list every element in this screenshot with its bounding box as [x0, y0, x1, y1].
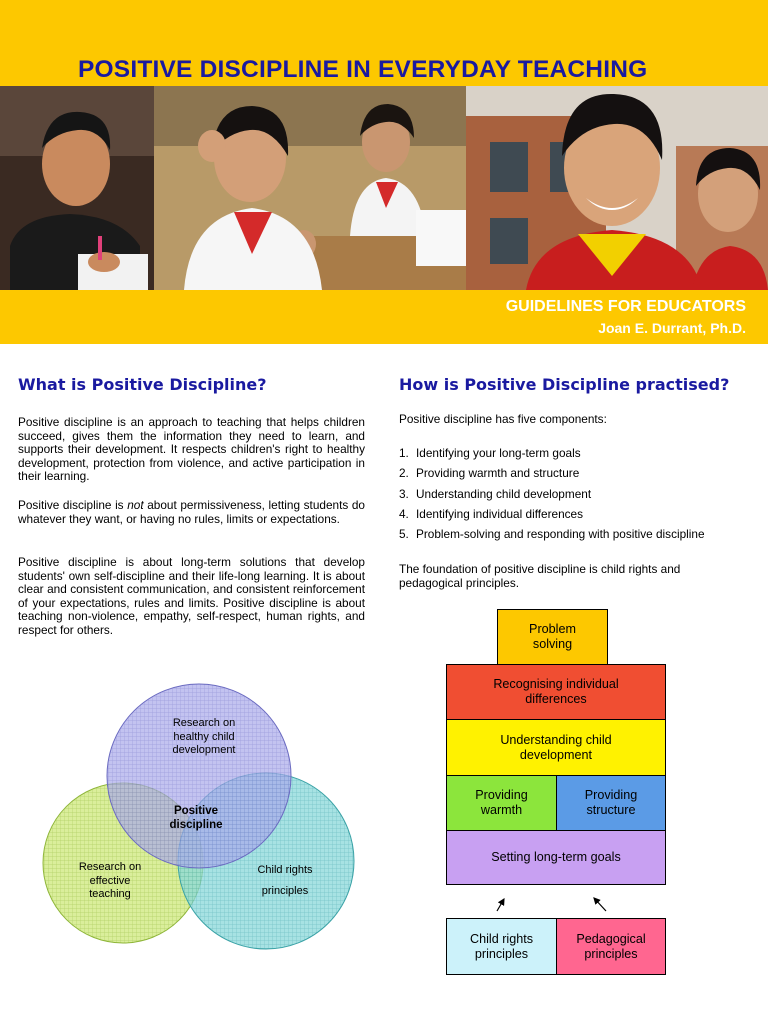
pedagogical-principles-block: Pedagogical principles — [556, 918, 666, 975]
foundation-arrows — [490, 893, 610, 917]
what-is-heading: What is Positive Discipline? — [18, 375, 267, 394]
venn-label-rights: Child rights principles — [257, 864, 313, 897]
author-name: Joan E. Durrant, Ph.D. — [598, 320, 746, 336]
girl-in-classroom-photo — [154, 86, 466, 290]
providing-warmth-block: Providing warmth — [446, 775, 557, 831]
boy-writing-photo — [0, 86, 154, 290]
smiling-boys-photo — [466, 86, 768, 290]
arrow-up-right-icon — [497, 899, 504, 911]
arrow-up-left-icon — [594, 898, 606, 911]
child-rights-block: Child rights principles — [446, 918, 557, 975]
venn-label-development: Research on healthy child development — [172, 717, 236, 756]
list-item: 3. Understanding child development — [399, 486, 592, 501]
how-is-heading: How is Positive Discipline practised? — [399, 375, 730, 394]
definition-paragraph: Positive discipline is an approach to teaching that helps children succeed, gives them the information they need to learn, and supports their development. It respects children's right to healthy development, protection from violence, and active participation in their learning. — [18, 415, 365, 484]
photo-strip — [0, 86, 768, 290]
list-item: 1. Identifying your long-term goals — [399, 446, 581, 460]
components-intro: Positive discipline has five components: — [399, 412, 607, 426]
foundation-paragraph: The foundation of positive discipline is child rights and pedagogical principles. — [399, 562, 681, 590]
venn-diagram — [40, 680, 360, 960]
providing-structure-block: Providing structure — [556, 775, 666, 831]
list-item: 5. Problem-solving and responding with positive discipline — [399, 527, 705, 542]
list-item: 2. Providing warmth and structure — [399, 466, 580, 481]
document-title: POSITIVE DISCIPLINE IN EVERYDAY TEACHING — [78, 56, 648, 83]
venn-label-center: Positive discipline — [169, 805, 223, 831]
guidelines-subtitle: GUIDELINES FOR EDUCATORS — [505, 298, 746, 315]
venn-circle-development — [107, 684, 291, 868]
venn-label-teaching: Research on effective teaching — [78, 861, 142, 900]
list-item: 4. Identifying individual differences — [399, 506, 584, 521]
not-emphasis: not — [127, 498, 144, 512]
understanding-development-block: Understanding child development — [446, 719, 666, 776]
recognising-differences-block: Recognising individual differences — [446, 664, 666, 720]
components-list — [399, 445, 705, 546]
problem-solving-block: Problem solving — [497, 609, 608, 665]
not-permissiveness-paragraph: Positive discipline is not about permissiveness, letting students do whatever they want, or having no rules, limits or expectations. — [18, 498, 365, 526]
long-term-paragraph: Positive discipline is about long-term solutions that develop students' own self-discipline and their life-long learning. It is about clear and consistent communication, and consistent reinforcement of your expectations, rules and limits. Positive discipline is about teaching non-violence, empathy, self-respect, human rights, and respect for others. — [18, 555, 365, 637]
setting-goals-block: Setting long-term goals — [446, 830, 666, 885]
